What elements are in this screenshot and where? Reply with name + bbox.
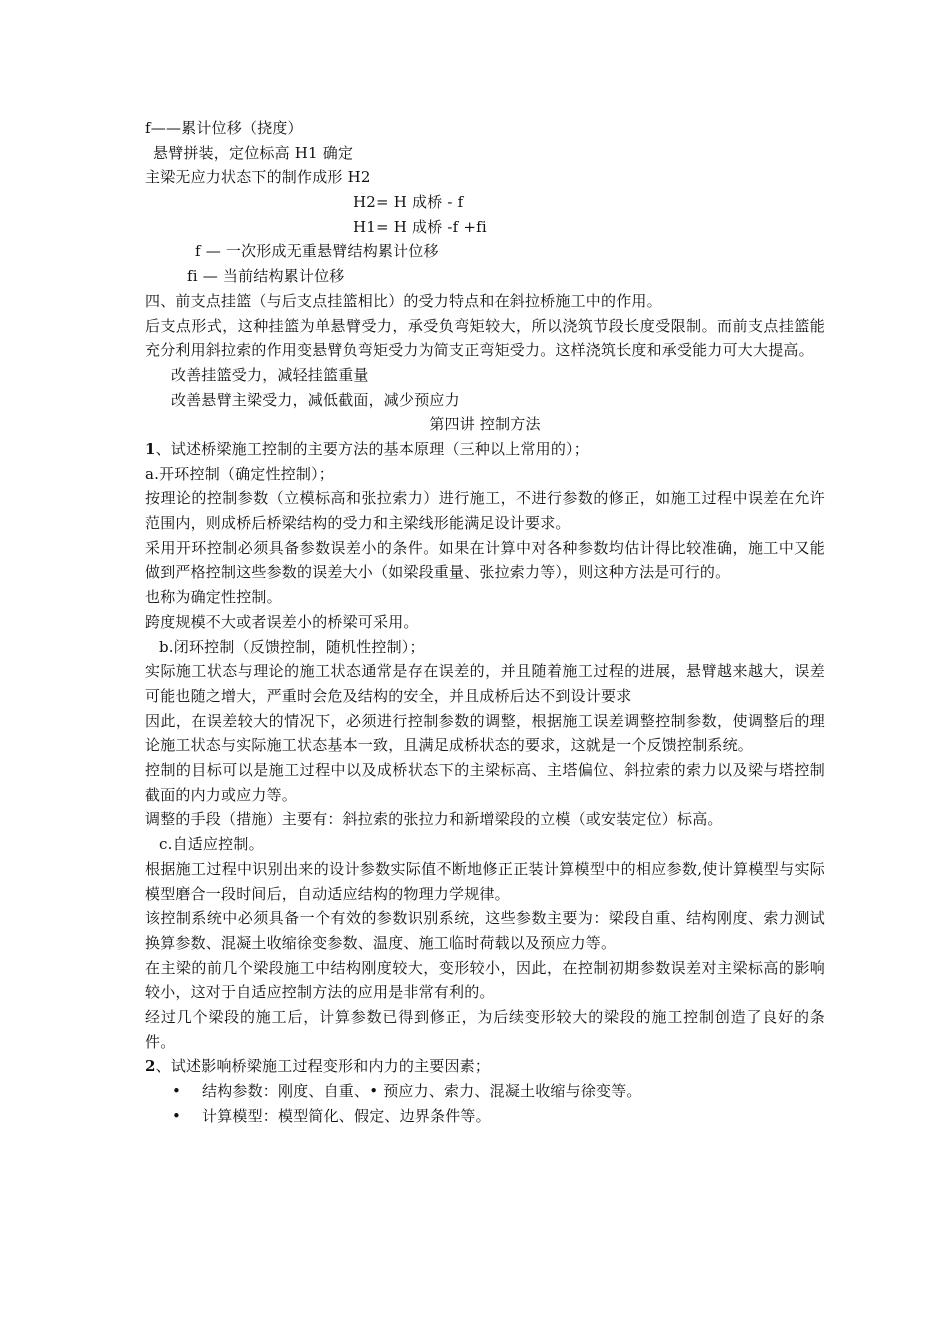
text-line: 悬臂拼装，定位标高 H1 确定 — [153, 143, 354, 162]
paragraph: 因此，在误差较大的情况下，必须进行控制参数的调整，根据施工误差调整控制参数，使调整后的理论施工状态与实际施工状态基本一致，且满足成桥状态的要求，这就是一个反馈控制系统。 — [145, 711, 825, 755]
list-item — [145, 1079, 825, 1104]
text-line: 也称为确定性控制。 — [145, 588, 282, 607]
question-text: 、试述桥梁施工控制的主要方法的基本原理（三种以上常用的）； — [155, 439, 589, 458]
text-line: f——累计位移（挠度） — [145, 119, 303, 137]
paragraph: 采用开环控制必须具备参数误差小的条件。如果在计算中对各种参数均估计得比较准确，施工中又能做到严格控制这些参数的误差大小（如梁段重量、张拉索力等），则这种方法是可行的。 — [145, 538, 825, 582]
paragraph: 在主梁的前几个梁段施工中结构刚度较大，变形较小，因此，在控制初期参数误差对主梁标高的影响较小，这对于自适应控制方法的应用是非常有利的。 — [145, 958, 825, 1002]
text-line: 调整的手段（措施）主要有：斜拉索的张拉力和新增梁段的立模（或安装定位）标高。 — [145, 810, 723, 829]
formula-line: H2= H 成桥 - f — [353, 193, 464, 212]
formula-line: H1= H 成桥 -f +fi — [353, 217, 487, 236]
paragraph: 按理论的控制参数（立模标高和张拉索力）进行施工，不进行参数的修正，如施工过程中误差在允许范围内，则成桥后桥梁结构的受力和主梁线形能满足设计要求。 — [145, 489, 825, 533]
text-line: 跨度规模不大或者误差小的桥梁可采用。 — [145, 612, 419, 631]
paragraph: 后支点形式，这种挂篮为单悬臂受力，承受负弯矩较大，所以浇筑节段长度受限制。而前支点挂篮能充分利用斜拉索的作用变悬臂负弯矩受力为简支正弯矩受力。这样浇筑长度和承受能力可大大提高。 — [145, 316, 825, 360]
paragraph: 该控制系统中必须具备一个有效的参数识别系统，这些参数主要为：梁段自重、结构刚度、索力测试换算参数、混凝土收缩徐变参数、温度、施工临时荷载以及预应力等。 — [145, 909, 825, 952]
section-heading: 四、前支点挂篮（与后支点挂篮相比）的受力特点和在斜拉桥施工中的作用。 — [145, 291, 662, 310]
lecture-heading: 第四讲 控制方法 — [429, 415, 541, 434]
bullet-icon: • — [172, 1106, 182, 1125]
paragraph: 实际施工状态与理论的施工状态通常是存在误差的，并且随着施工过程的进展，悬臂越来越大，误差可能也随之增大，严重时会危及结构的安全，并且成桥后达不到设计要求 — [145, 662, 825, 705]
question-number: 1 — [145, 439, 156, 458]
subsection-title: b.闭环控制（反馈控制，随机性控制）； — [159, 637, 425, 656]
list-item-text: 结构参数：刚度、自重、• 预应力、索力、混凝土收缩与徐变等。 — [202, 1082, 642, 1101]
subsection-title: a.开环控制（确定性控制）； — [145, 464, 335, 483]
question-number: 2 — [145, 1057, 156, 1076]
list-item-text: 计算模型：模型简化、假定、边界条件等。 — [202, 1106, 491, 1125]
bullet-icon: • — [172, 1082, 182, 1101]
question-heading — [145, 1054, 825, 1079]
paragraph: 控制的目标可以是施工过程中以及成桥状态下的主梁标高、主塔偏位、斜拉索的索力以及梁与塔控制截面的内力或应力等。 — [145, 761, 825, 804]
subsection-title: c.自适应控制。 — [159, 835, 264, 854]
paragraph: 经过几个梁段的施工后，计算参数已得到修正，为后续变形较大的梁段的施工控制创造了良好的条件。 — [145, 1008, 825, 1051]
paragraph: 根据施工过程中识别出来的设计参数实际值不断地修正正装计算模型中的相应参数,使计算模型与实际模型磨合一段时间后，自动适应结构的物理力学规律。 — [145, 859, 825, 903]
question-heading — [145, 437, 825, 462]
text-line: 改善悬臂主梁受力，减低截面，减少预应力 — [171, 390, 460, 409]
document-page — [145, 116, 825, 1129]
text-line: 改善挂篮受力，减轻挂篮重量 — [171, 365, 369, 384]
text-line: 主梁无应力状态下的制作成形 H2 — [145, 168, 371, 187]
text-line: fi — 当前结构累计位移 — [187, 267, 345, 286]
question-text: 、试述影响桥梁施工过程变形和内力的主要因素； — [155, 1057, 491, 1076]
list-item — [145, 1104, 825, 1129]
text-line: f — 一次形成无重悬臂结构累计位移 — [195, 242, 439, 261]
